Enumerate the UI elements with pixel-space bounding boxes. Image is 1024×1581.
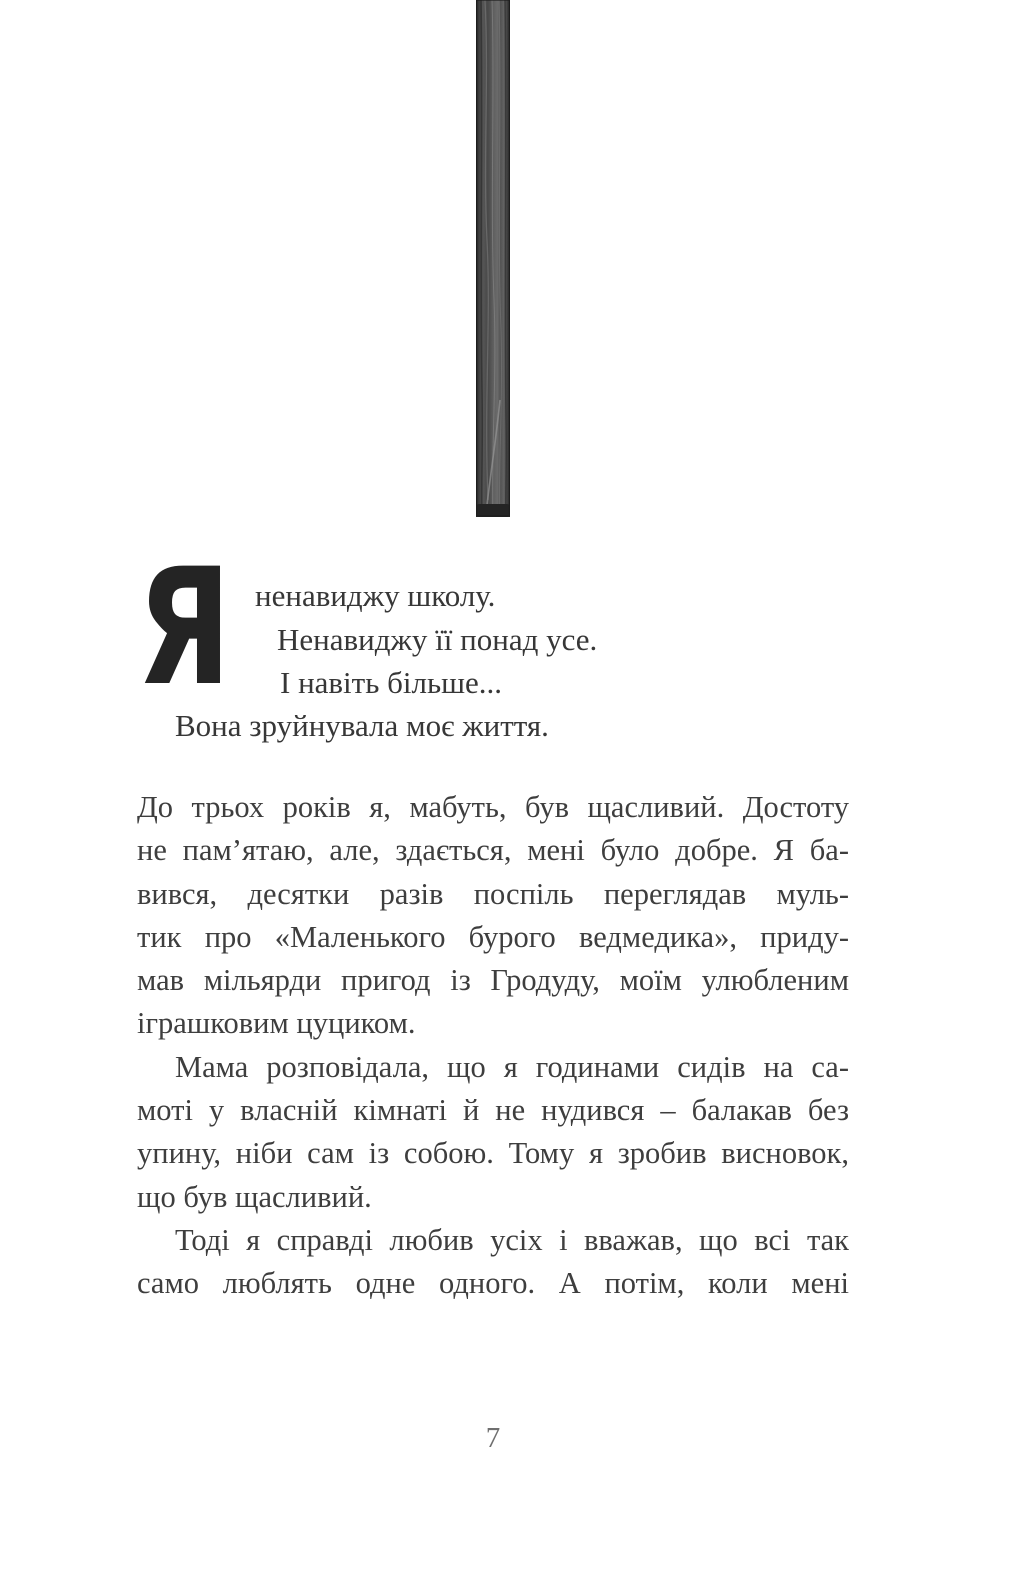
opening-line-3: І навіть більше... [280, 665, 502, 700]
wood-stick-illustration [476, 0, 510, 517]
text-line: іграшковим цуциком. [137, 1006, 416, 1041]
text-line: упину, ніби сам із собою. Тому я зробив висновок, [137, 1136, 849, 1171]
text-line: само люблять одне одного. А потім, коли мені [137, 1266, 849, 1301]
text-line: Мама розповідала, що я годинами сидів на са- [175, 1049, 849, 1084]
text-line: не пам’ятаю, але, здається, мені було добре. Я ба- [137, 833, 849, 868]
text-line: До трьох років я, мабуть, був щасливий. Достоту [137, 790, 849, 824]
text-line: вився, десятки разів поспіль переглядав муль- [137, 876, 849, 911]
text-line: мав мільярди пригод із Гродуду, моїм улюбленим [137, 963, 849, 998]
opening-line-1: ненавиджу школу. [255, 578, 496, 613]
text-line: Тоді я справді любив усіх і вважав, що всі так [175, 1222, 849, 1257]
drop-cap: Я [137, 534, 232, 721]
opening-line-4: Вона зруйнувала моє життя. [175, 708, 549, 743]
page-number: 7 [485, 1422, 501, 1454]
text-line: тик про «Маленького бурого ведмедика», приду- [137, 919, 849, 954]
wood-stick-icon [476, 0, 510, 517]
body-text [137, 786, 849, 1306]
text-line: моті у власній кімнаті й не нудився – балакав без [137, 1093, 849, 1128]
text-line: що був щасливий. [137, 1179, 372, 1214]
opening-line-2: Ненавиджу її понад усе. [277, 622, 598, 657]
